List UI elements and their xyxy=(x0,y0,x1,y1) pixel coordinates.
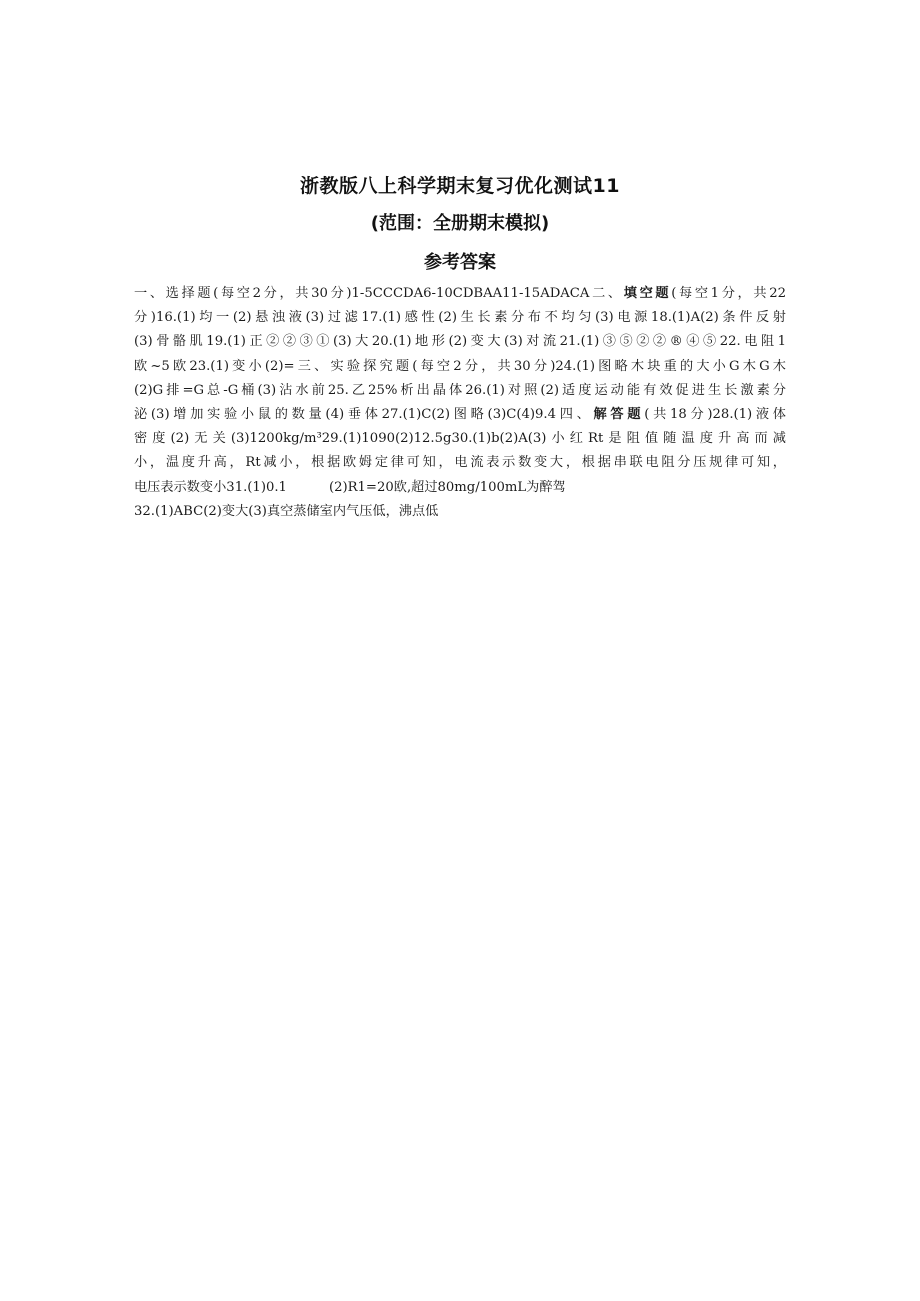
answer-line-6 xyxy=(134,403,786,427)
answer-text: (每空1分，共22 xyxy=(671,286,786,301)
answer-text: (共18分)28.(1)液体 xyxy=(644,407,786,423)
answer-line-9 xyxy=(134,476,786,500)
answer-line-1 xyxy=(134,282,786,306)
answer-line-4: 欧~5欧23.(1)变小(2)=三、实验探究题(每空2分，共30分)24.(1)图略木块重的大小G木G木 xyxy=(134,358,786,374)
answer-line-2: 分)16.(1)均一(2)悬浊液(3)过滤17.(1)感性(2)生长素分布不均匀(3)电源18.(1)A(2)条件反射 xyxy=(134,310,786,326)
answer-line-8: 小，温度升高，Rt减小，根据欧姆定律可知，电流表示数变大，根据串联电阻分压规律可知， xyxy=(134,455,786,471)
document-subtitle: (范围：全册期末模拟) xyxy=(370,213,550,234)
answer-line-5: (2)G排=G总-G桶(3)沾水前25.乙25%析出晶体26.(1)对照(2)适度运动能有效促进生长激素分 xyxy=(134,382,786,398)
answer-body xyxy=(134,282,786,524)
section-label-solve: 解答题 xyxy=(593,407,645,423)
answer-line-10: 32.(1)ABC(2)变大(3)真空蒸储室内气压低，沸点低 xyxy=(134,503,439,519)
answer-text: 泌(3)增加实验小鼠的数量(4)垂体27.(1)C(2)图略(3)C(4)9.4四、 xyxy=(134,407,594,423)
answer-line-7: 密度(2)无关(3)1200kg/m³29.(1)1090(2)12.5g30.(1)b(2)A(3)小红Rt是阻值随温度升高而减 xyxy=(134,431,786,447)
answer-line-3: (3)骨骼肌19.(1)正②②③①(3)大20.(1)地形(2)变大(3)对流21.(1)③⑤②②®④⑤22.电阻1 xyxy=(134,334,786,350)
answer-text: (2)R1=20欧,超过80mg/100mL为醉驾 xyxy=(328,479,566,495)
answer-heading: 参考答案 xyxy=(424,252,496,273)
section-label-fill-blank: 填空题 xyxy=(623,286,672,301)
answer-text: 电压表示数变小31.(1)0.1 xyxy=(134,479,287,495)
answer-text: 一、选择题(每空2分，共30分)1-5CCCDA6-10CDBAA11-15ADACA二、 xyxy=(134,286,624,301)
document-title: 浙教版八上科学期末复习优化测试11 xyxy=(300,175,620,197)
